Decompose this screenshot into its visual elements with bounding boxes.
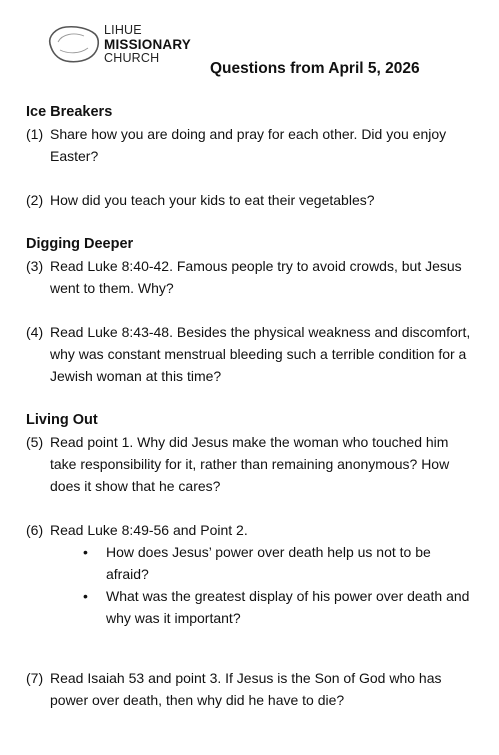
question-3: [26, 255, 476, 299]
bullet-text: What was the greatest display of his power over death and why was it important?: [106, 588, 470, 626]
question-number: (3): [26, 258, 44, 274]
question-number: (1): [26, 126, 44, 142]
bullet-item: [26, 541, 476, 585]
bullet-text: How does Jesus’ power over death help us not to be afraid?: [106, 544, 431, 582]
question-number: (2): [26, 192, 44, 208]
question-number: (4): [26, 324, 44, 340]
question-6: [26, 519, 476, 541]
question-number: (7): [26, 670, 44, 686]
question-6-bullets: [26, 541, 476, 629]
kauai-island-icon: [44, 24, 102, 64]
question-text: Share how you are doing and pray for each other. Did you enjoy Easter?: [50, 126, 447, 164]
bullet-icon: •: [83, 544, 88, 560]
page-title: Questions from April 5, 2026: [210, 60, 420, 77]
question-7: [26, 667, 476, 711]
question-text: Read Luke 8:40-42. Famous people try to avoid crowds, but Jesus went to them. Why?: [50, 258, 462, 296]
question-number: (6): [26, 522, 44, 538]
question-text: Read point 1. Why did Jesus make the woman who touched him take responsibility for it, rather than remaining anonymous? How does it show that he cares?: [50, 434, 450, 494]
logo-line-2: MISSIONARY: [104, 36, 192, 52]
section-title-living-out: Living Out: [26, 412, 98, 428]
question-1: [26, 123, 476, 167]
question-text: How did you teach your kids to eat their vegetables?: [50, 192, 375, 208]
question-2: [26, 189, 476, 211]
logo-line-3: CHURCH: [104, 51, 160, 65]
bullet-item: [26, 585, 476, 629]
section-title-ice-breakers: Ice Breakers: [26, 104, 113, 120]
question-text: Read Luke 8:49-56 and Point 2.: [50, 522, 248, 538]
church-logo: [44, 20, 204, 70]
question-4: [26, 321, 476, 387]
logo-line-1: LIHUE: [104, 23, 142, 37]
question-text: Read Luke 8:43-48. Besides the physical weakness and discomfort, why was constant menstrual bleeding such a terrible condition for a Jewish woman at this time?: [50, 324, 471, 384]
bullet-icon: •: [83, 588, 88, 604]
question-5: [26, 431, 476, 497]
logo-wordmark: [104, 24, 191, 65]
section-title-digging-deeper: Digging Deeper: [26, 236, 134, 252]
question-number: (5): [26, 434, 44, 450]
questions-content: [26, 101, 476, 711]
question-text: Read Isaiah 53 and point 3. If Jesus is the Son of God who has power over death, then why did he have to die?: [50, 670, 442, 708]
